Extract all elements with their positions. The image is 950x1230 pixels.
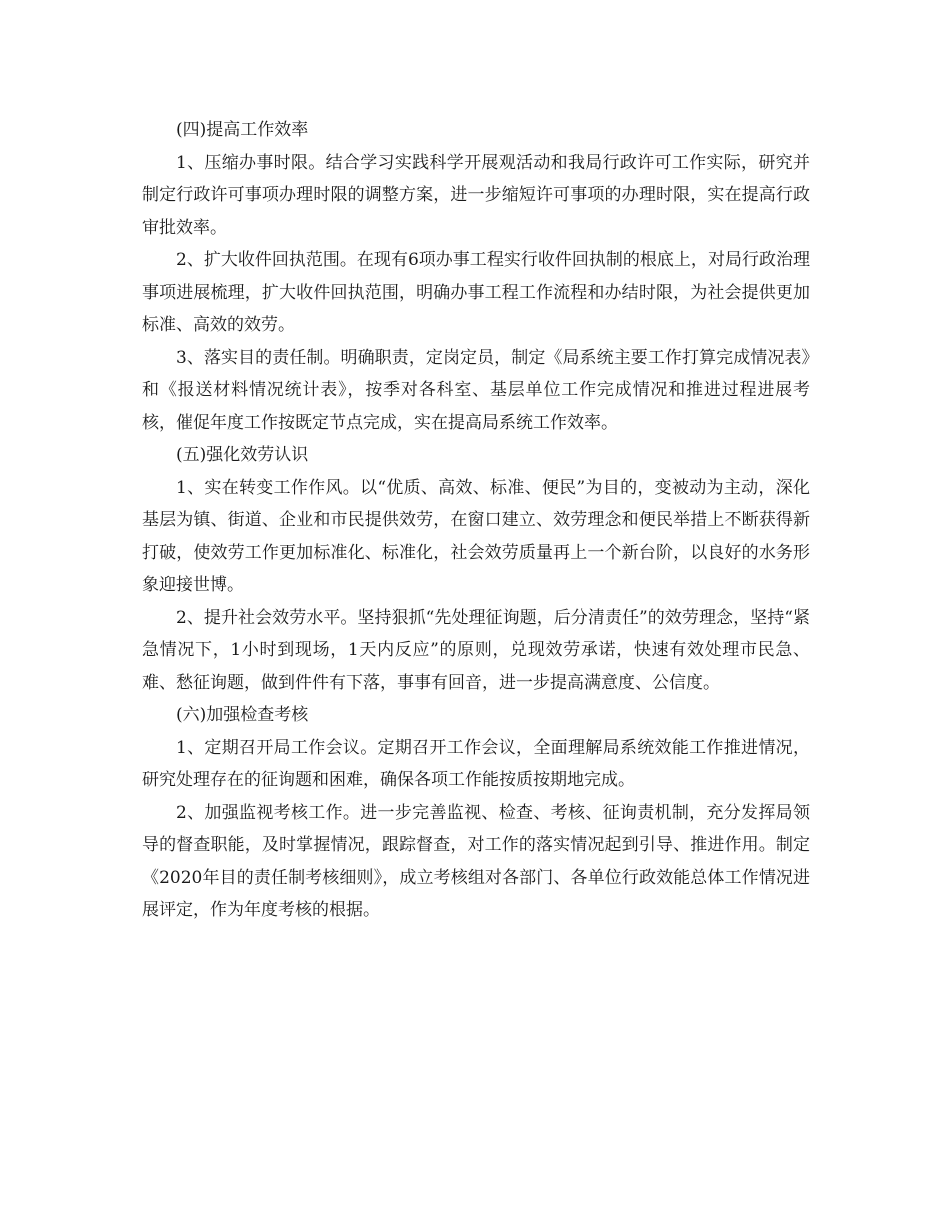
paragraph: 2、提升社会效劳水平。坚持狠抓“先处理征询题，后分清责任”的效劳理念，坚持“紧急情况下，1小时到现场，1天内反应”的原则，兑现效劳承诺，快速有效处理市民急、难、愁征询题，做到件件有下落，事事有回音，进一步提高满意度、公信度。 (142, 607, 810, 693)
section-heading-4: (四)提高工作效率 (176, 120, 309, 140)
paragraph: 2、加强监视考核工作。进一步完善监视、检查、考核、征询责机制，充分发挥局领导的督查职能，及时掌握情况，跟踪督查，对工作的落实情况起到引导、推进作用。制定《2020年目的责任制考核细则》，成立考核组对各部门、各单位行政效能总体工作情况进展评定，作为年度考核的根据。 (142, 802, 810, 920)
paragraph: 1、压缩办事时限。结合学习实践科学开展观活动和我局行政许可工作实际，研究并制定行政许可事项办理时限的调整方案，进一步缩短许可事项的办理时限，实在提高行政审批效率。 (142, 152, 810, 238)
paragraph: 1、定期召开局工作会议。定期召开工作会议，全面理解局系统效能工作推进情况，研究处理存在的征询题和困难，确保各项工作能按质按期地完成。 (142, 737, 810, 790)
paragraph: 3、落实目的责任制。明确职责，定岗定员，制定《局系统主要工作打算完成情况表》和《报送材料情况统计表》，按季对各科室、基层单位工作完成情况和推进过程进展考核，催促年度工作按既定节点完成，实在提高局系统工作效率。 (142, 347, 810, 433)
section-heading-6: (六)加强检查考核 (176, 705, 309, 725)
paragraph: 2、扩大收件回执范围。在现有6项办事工程实行收件回执制的根底上，对局行政治理事项进展梳理，扩大收件回执范围，明确办事工程工作流程和办结时限，为社会提供更加标准、高效的效劳。 (142, 250, 810, 335)
document-page (142, 114, 810, 927)
section-heading-5: (五)强化效劳认识 (176, 445, 309, 465)
paragraph: 1、实在转变工作作风。以“优质、高效、标准、便民”为目的，变被动为主动，深化基层为镇、街道、企业和市民提供效劳，在窗口建立、效劳理念和便民举措上不断获得新打破，使效劳工作更加标准化、标准化，社会效劳质量再上一个新台阶，以良好的水务形象迎接世博。 (142, 477, 810, 595)
